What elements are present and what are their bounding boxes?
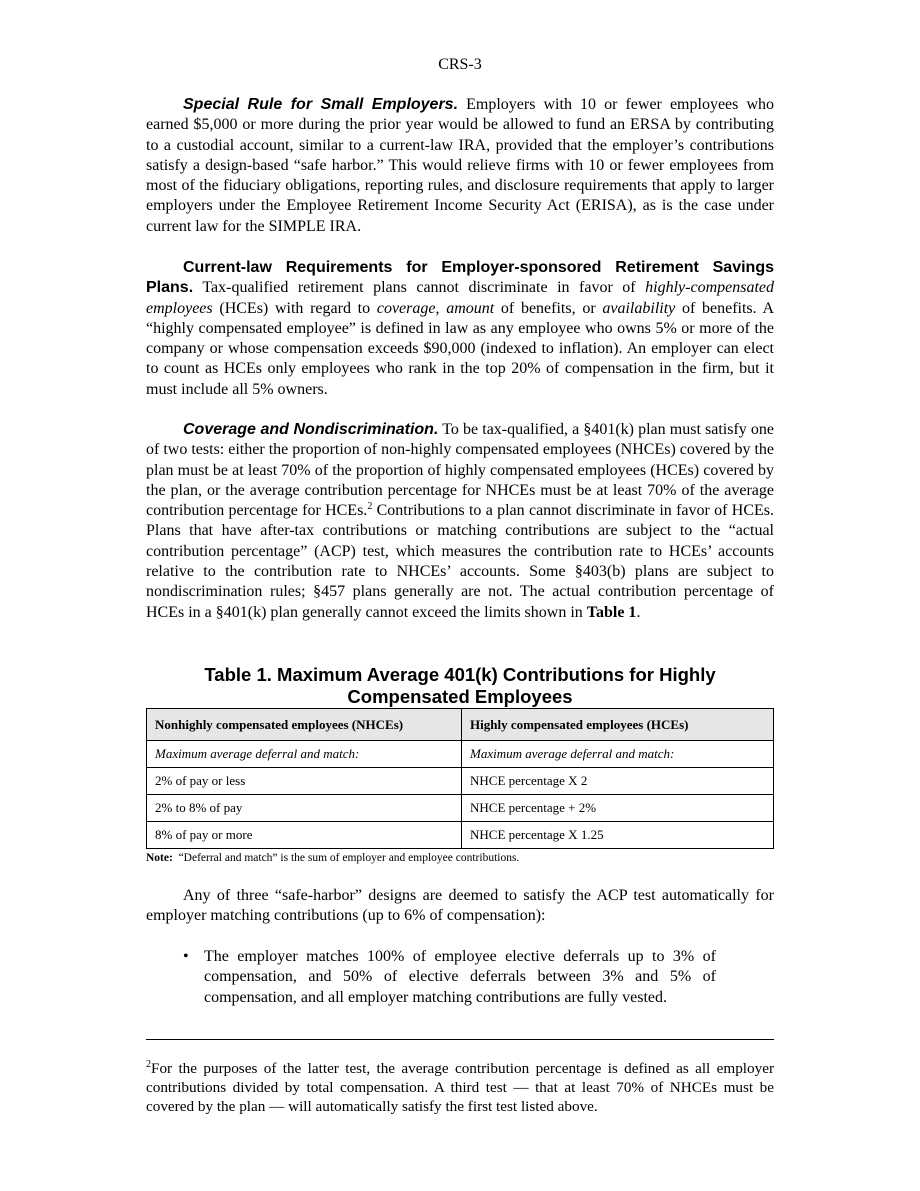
table-subheader-row (147, 741, 774, 768)
table-1-block (146, 664, 774, 865)
table-note-text: “Deferral and match” is the sum of employer and employee contributions. (178, 852, 520, 864)
text-current-law-4: of benefits, or (500, 299, 596, 317)
paragraph-coverage (146, 420, 774, 623)
text-current-law-1: Tax-qualified retirement plans cannot discriminate in favor of (202, 279, 636, 297)
table-ref: Table 1 (586, 603, 637, 621)
list-item-text: The employer matches 100% of employee elective deferrals up to 3% of compensation, and 50% of elective deferrals between 3% and 5% of compensation, and all employer matching contributions are fully vested. (204, 948, 716, 1006)
em-amount: amount (446, 299, 495, 317)
page-number: CRS-3 (438, 56, 482, 73)
heading-current-law: Current-law Requirements for Employer-sponsored Retirement Savings Plans. (146, 259, 774, 297)
text-current-law-5: of benefits. A “highly compensated employee” is defined in law as any employee who owns 5% or more of the company or whose compensation exceeds $90,000 (indexed to inflation). An employer can elect to count as HCEs only employees who rank in the top 20% of compensation in the firm, but it must include all 5% owners. (146, 299, 775, 398)
em-coverage: coverage (376, 299, 436, 317)
footnote (146, 1059, 774, 1117)
text-small-employers: Employers with 10 or fewer employees who earned $5,000 or more during the prior year would be allowed to fund an ERSA by contributing to a custodial account, similar to a current-law IRA, provided that the employer’s contributions satisfy a design-based “safe harbor.” This would relieve firms with 10 or fewer employees from most of the fiduciary obligations, reporting rules, and disclosure requirements that apply to larger employers under the Employee Retirement Income Security Act (ERISA), as is the case under current law for the SIMPLE IRA. (146, 96, 775, 235)
table-row (147, 768, 774, 795)
heading-small-employers: Special Rule for Small Employers. (183, 96, 459, 113)
table-cell: 8% of pay or more (147, 822, 462, 849)
table-cell: 2% of pay or less (147, 768, 462, 795)
table-note-label: Note: (146, 852, 173, 864)
table-title-line-1: Table 1. Maximum Average 401(k) Contributions for Highly (204, 664, 716, 685)
text-coverage-1: To be tax-qualified, a §401(k) plan must satisfy one of two tests: either the proportion of non-highly compensated employees (NHCEs) covered by the plan must be at least 70% of the proportion of highly compensated employees (HCEs) covered by the plan, or the average contribution percentage for NHCEs must be at least 70% of the average contribution percentage for HCEs. (146, 421, 775, 520)
header-nhce: Nonhighly compensated employees (NHCEs) (147, 709, 462, 741)
subheader-nhce: Maximum average deferral and match: (147, 741, 462, 768)
footnote-ref[interactable]: 2 (367, 501, 373, 513)
paragraph-safe-harbor: Any of three “safe-harbor” designs are deemed to satisfy the ACP test automatically for employer matching contributions (up to 6% of compensation): (146, 887, 774, 925)
table-cell: NHCE percentage X 1.25 (462, 822, 774, 849)
list-item (146, 947, 716, 1008)
header-hce: Highly compensated employees (HCEs) (462, 709, 774, 741)
table-cell: NHCE percentage + 2% (462, 795, 774, 822)
em-availability: availability (602, 299, 676, 317)
text-coverage-2: Contributions to a plan cannot discriminate in favor of HCEs. Plans that have after-tax contributions or matching contributions are subject to the “actual contribution percentage” (ACP) test, which measures the contribution rate to HCEs’ accounts relative to the contribution rate to NHCEs’ accounts. Some §403(b) plans are subject to nondiscrimination rules; §457 plans generally are not. The actual contribution percentage of HCEs in a §401(k) plan generally cannot exceed the limits shown in (146, 502, 775, 621)
heading-coverage: Coverage and Nondiscrimination. (183, 421, 439, 438)
contributions-table (146, 708, 774, 849)
text-coverage-3: . (636, 603, 641, 621)
table-row (147, 795, 774, 822)
em-highly-compensated: highly-compensated employees (146, 279, 775, 317)
text-current-law-2: (HCEs) with regard to (219, 299, 371, 317)
paragraph-small-employers (146, 95, 774, 237)
table-cell: 2% to 8% of pay (147, 795, 462, 822)
table-header-row (147, 709, 774, 741)
footnote-divider (146, 1039, 774, 1040)
bullet-icon: • (183, 948, 189, 965)
subheader-hce: Maximum average deferral and match: (462, 741, 774, 768)
text-current-law-3: , (435, 299, 440, 317)
table-title (146, 664, 774, 708)
safe-harbor-list (146, 947, 716, 1008)
paragraph-current-law (146, 258, 774, 400)
footnote-text: For the purposes of the latter test, the average contribution percentage is defined as all employer contributions divided by total compensation. A third test — that at least 70% of NHCEs must be covered by the plan — will automatically satisfy the first test listed above. (146, 1060, 774, 1116)
table-note (146, 851, 774, 865)
table-row (147, 822, 774, 849)
table-cell: NHCE percentage X 2 (462, 768, 774, 795)
footnote-marker: 2 (146, 1059, 151, 1070)
table-title-line-2: Compensated Employees (347, 686, 573, 707)
